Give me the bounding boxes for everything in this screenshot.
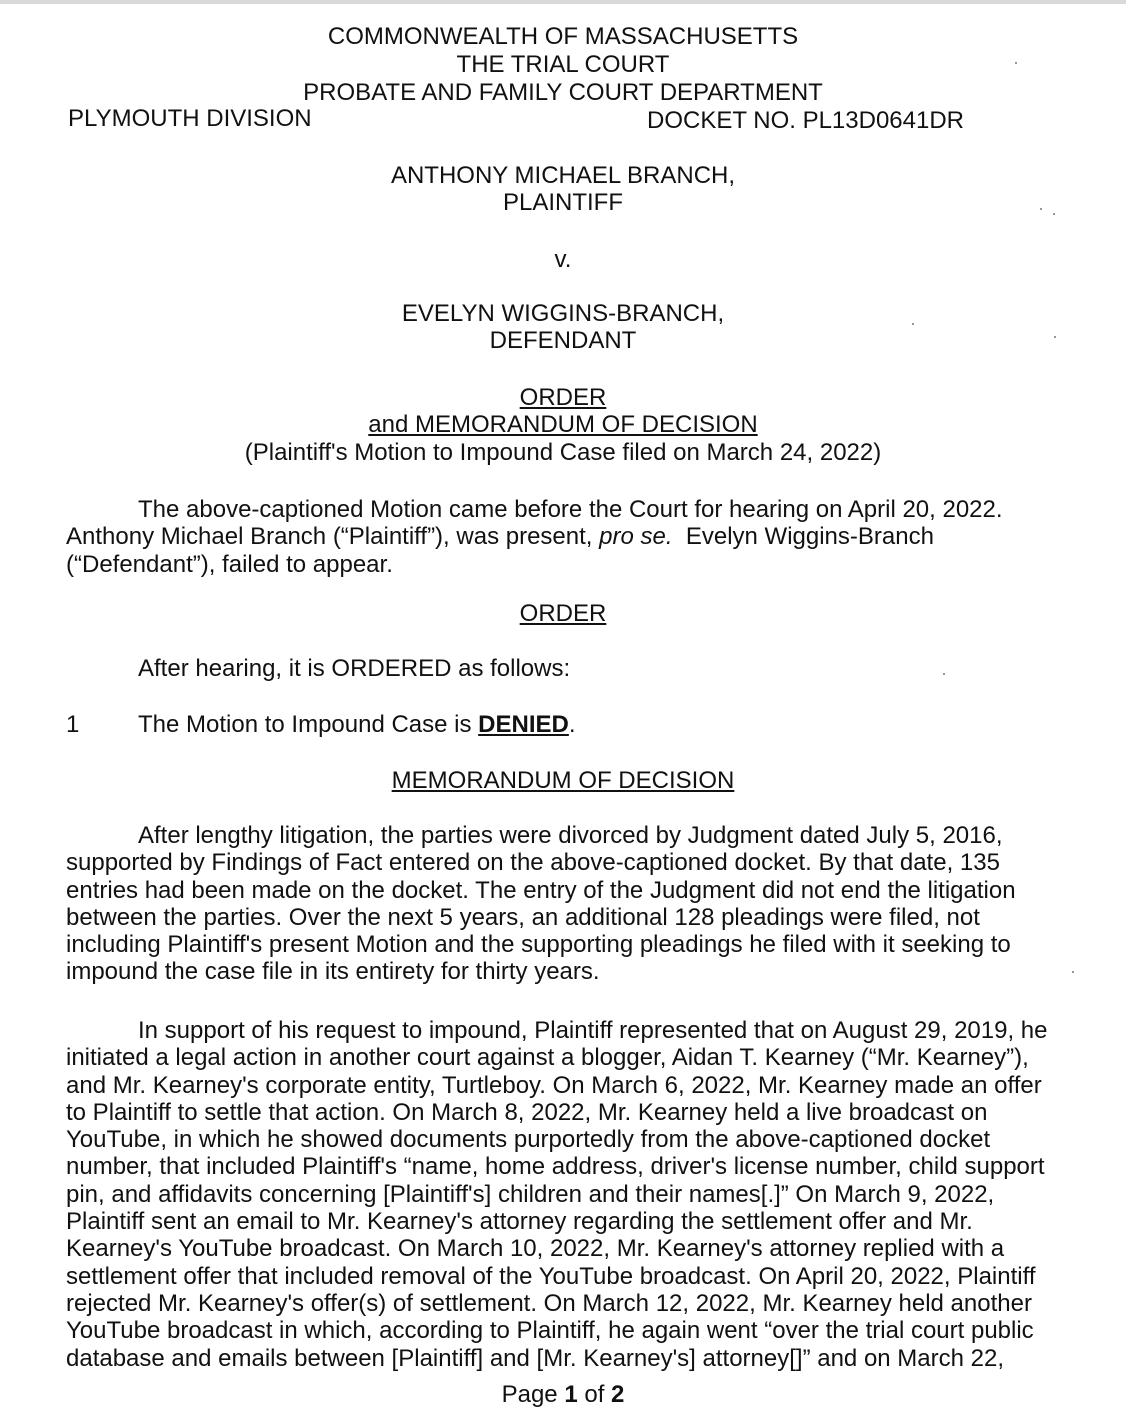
memo-line: YouTube, in which he showed documents purportedly from the above-captioned docket xyxy=(66,1126,991,1154)
memo-line: number, that included Plaintiff's “name, home address, driver's license number, child support xyxy=(66,1153,1045,1181)
scan-speck xyxy=(1054,336,1056,338)
court-level: THE TRIAL COURT xyxy=(456,51,670,78)
order-item-text xyxy=(138,711,576,739)
memo-line: Kearney's YouTube broadcast. On March 10, 2022, Mr. Kearney's attorney replied with a xyxy=(66,1235,1005,1263)
memo-line: initiated a legal action in another court against a blogger, Aidan T. Kearney (“Mr. Kearney”), xyxy=(66,1044,1029,1072)
memo-heading xyxy=(0,767,1126,795)
intro-line: The above-captioned Motion came before the Court for hearing on April 20, 2022. xyxy=(138,496,1003,523)
memo-line: including Plaintiff's present Motion and the supporting pleadings he filed with it seeking to xyxy=(66,931,1011,959)
denied-text: DENIED xyxy=(478,711,569,738)
scan-speck xyxy=(1072,971,1074,973)
intro-text: Anthony Michael Branch (“Plaintiff”), was present, xyxy=(66,523,600,551)
order-heading xyxy=(0,600,1126,628)
page-number: 1 xyxy=(564,1381,578,1408)
order-title xyxy=(0,384,1126,412)
intro-line xyxy=(66,523,1066,550)
order-item-number: 1 xyxy=(66,711,80,738)
order-item-body: The Motion to Impound Case is xyxy=(138,711,479,738)
memo-line: rejected Mr. Kearney's offer(s) of settlement. On March 12, 2022, Mr. Kearney held another xyxy=(66,1289,1032,1317)
intro-paragraph xyxy=(66,496,1066,578)
memo-paragraph-2 xyxy=(66,1017,1066,1372)
plaintiff-name: ANTHONY MICHAEL BRANCH, xyxy=(390,162,736,189)
memo-line: After lengthy litigation, the parties were divorced by Judgment dated July 5, 2016, xyxy=(138,822,1003,849)
page-footer xyxy=(0,1381,1126,1409)
docket-number: DOCKET NO. PL13D0641DR xyxy=(647,107,965,134)
scan-speck xyxy=(943,673,945,675)
of-word: of xyxy=(577,1381,612,1408)
memo-line: Plaintiff sent an email to Mr. Kearney's attorney regarding the settlement offer and Mr. xyxy=(66,1208,973,1236)
memo-line: to Plaintiff to settle that action. On March 8, 2022, Mr. Kearney held a live broadcast on xyxy=(66,1098,988,1126)
memo-line: settlement offer that included removal of the YouTube broadcast. On April 20, 2022, Plaintiff xyxy=(66,1262,1036,1290)
memo-line: and Mr. Kearney's corporate entity, Turtleboy. On March 6, 2022, Mr. Kearney made an offer xyxy=(66,1071,1042,1099)
scan-speck xyxy=(1040,208,1042,210)
order-title-text: ORDER xyxy=(519,384,607,411)
memo-line: In support of his request to impound, Plaintiff represented that on August 29, 2019, he xyxy=(138,1017,1048,1044)
memo-line: database and emails between [Plaintiff] and [Mr. Kearney's] attorney[]” and on March 22, xyxy=(66,1344,1005,1372)
page-total: 2 xyxy=(611,1381,625,1408)
scan-speck xyxy=(1015,62,1017,64)
defendant-name: EVELYN WIGGINS-BRANCH, xyxy=(401,300,725,327)
page-top-edge xyxy=(0,0,1126,4)
order-lead: After hearing, it is ORDERED as follows: xyxy=(138,655,571,682)
intro-line: (“Defendant”), failed to appear. xyxy=(66,550,393,578)
memo-line: entries had been made on the docket. The entry of the Judgment did not end the litigation xyxy=(66,876,1016,904)
order-item-period: . xyxy=(568,711,576,738)
motion-subtitle: (Plaintiff's Motion to Impound Case filed on March 24, 2022) xyxy=(244,439,882,466)
memo-title-text: and MEMORANDUM OF DECISION xyxy=(368,411,758,438)
court-name: COMMONWEALTH OF MASSACHUSETTS xyxy=(327,23,799,50)
scan-speck xyxy=(912,323,914,325)
scan-speck xyxy=(1053,213,1055,215)
plaintiff-role: PLAINTIFF xyxy=(502,189,623,216)
memo-line: YouTube broadcast in which, according to Plaintiff, he again went “over the trial court public xyxy=(66,1317,1034,1345)
versus: v. xyxy=(554,246,572,273)
page-word: Page xyxy=(501,1381,565,1408)
pro-se-italic: pro se. xyxy=(599,523,673,551)
defendant-role: DEFENDANT xyxy=(489,327,637,354)
intro-text: Evelyn Wiggins-Branch xyxy=(672,523,934,551)
memo-line: between the parties. Over the next 5 years, an additional 128 pleadings were filed, not xyxy=(66,903,980,931)
memo-heading-text: MEMORANDUM OF DECISION xyxy=(391,767,735,794)
memo-line: supported by Findings of Fact entered on the above-captioned docket. By that date, 135 xyxy=(66,849,1000,877)
court-department: PROBATE AND FAMILY COURT DEPARTMENT xyxy=(303,79,823,106)
memo-title xyxy=(0,411,1126,439)
memo-line: impound the case file in its entirety for thirty years. xyxy=(66,958,600,986)
order-heading-text: ORDER xyxy=(519,600,607,627)
division-label: PLYMOUTH DIVISION xyxy=(68,105,312,132)
memo-paragraph-1 xyxy=(66,822,1066,986)
memo-line: pin, and affidavits concerning [Plaintiff's] children and their names[.]” On March 9, 2022, xyxy=(66,1180,995,1208)
